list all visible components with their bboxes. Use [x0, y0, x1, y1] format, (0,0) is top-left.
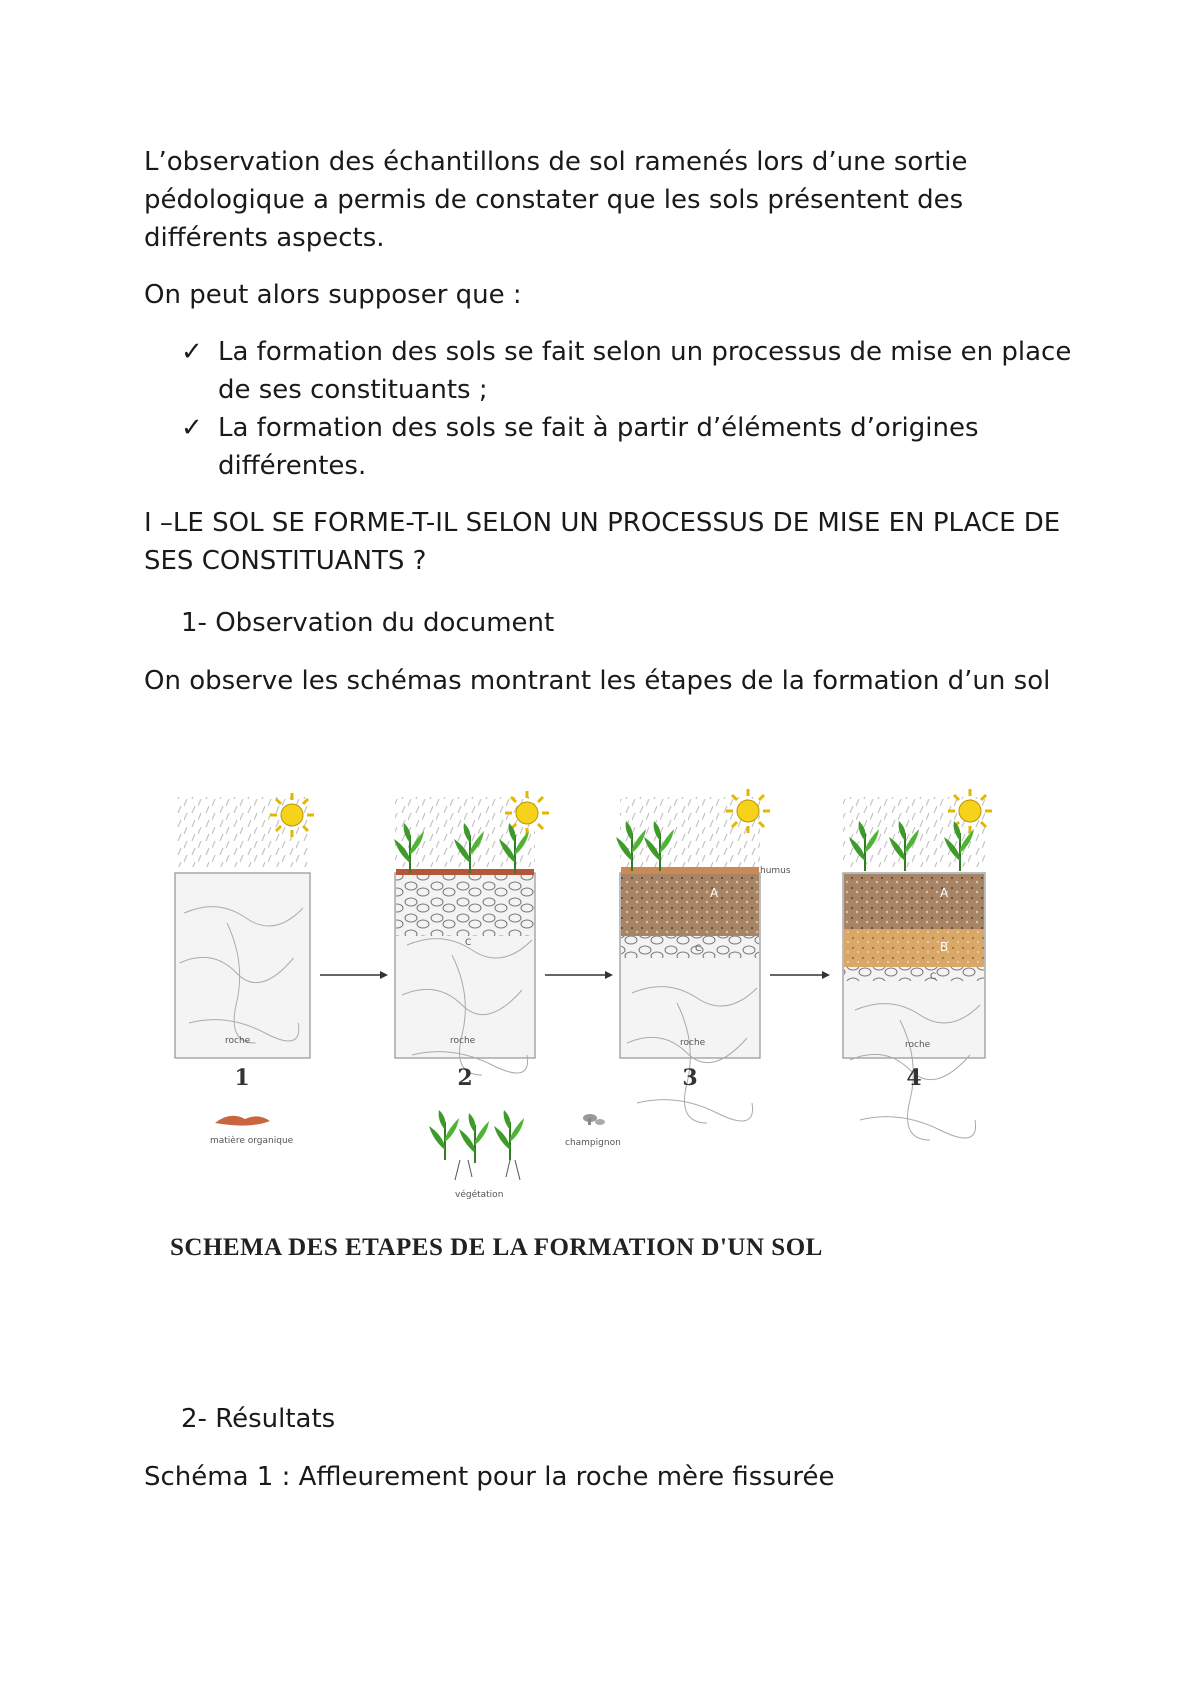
arrow-icon: [320, 971, 388, 979]
organic-matter-icon: [215, 1116, 270, 1126]
horizon-b-label: B: [940, 940, 949, 954]
checkmark-icon: ✓: [181, 413, 203, 443]
legend-vegetation: végétation: [455, 1190, 504, 1200]
legend-mushroom: champignon: [565, 1138, 621, 1148]
vegetation-icon: [429, 1110, 524, 1180]
schema1-paragraph: Schéma 1 : Affleurement pour la roche mère fissurée: [144, 1462, 835, 1492]
soil-formation-diagram: [170, 785, 1070, 1275]
rock-label: roche: [905, 1040, 931, 1050]
horizon-a-label: A: [940, 886, 949, 900]
hypothesis-text-2: La formation des sols se fait à partir d’éléments d’origines différentes.: [218, 413, 979, 481]
horizon-a-label: A: [710, 886, 719, 900]
stage-number-1: 1: [234, 1065, 250, 1091]
soil-formation-figure: [170, 785, 1070, 1275]
stage-number-2: 2: [457, 1065, 473, 1091]
stage-2: [394, 791, 549, 1091]
subheading-results: 2- Résultats: [181, 1404, 336, 1434]
stage-4: [843, 789, 992, 1140]
horizon-c-label: C: [930, 972, 937, 982]
stage-3: [616, 789, 791, 1123]
hypothesis-item-1: [181, 333, 1081, 409]
stage-number-3: 3: [682, 1065, 698, 1091]
suppose-paragraph: On peut alors supposer que :: [144, 280, 522, 310]
rock-label: roche: [450, 1036, 476, 1046]
observe-paragraph: On observe les schémas montrant les étapes de la formation d’un sol: [144, 666, 1051, 696]
humus-label: humus: [760, 866, 791, 876]
arrow-icon: [545, 971, 613, 979]
hypothesis-item-2: [181, 409, 1081, 485]
subheading-observation: 1- Observation du document: [181, 608, 555, 638]
checkmark-icon: ✓: [181, 337, 203, 367]
hypothesis-text-1: La formation des sols se fait selon un processus de mise en place de ses constituants ;: [218, 337, 1072, 405]
rock-label: roche: [225, 1036, 251, 1046]
horizon-c-label: C: [465, 938, 472, 948]
figure-caption: SCHEMA DES ETAPES DE LA FORMATION D'UN SOL: [170, 1234, 823, 1261]
rock-label: roche: [680, 1038, 706, 1048]
horizon-c-label: C: [695, 944, 702, 954]
stage-1: [175, 793, 314, 1091]
section-title: I –LE SOL SE FORME-T-IL SELON UN PROCESSUS DE MISE EN PLACE DE SES CONSTITUANTS ?: [144, 508, 1061, 576]
intro-paragraph: L’observation des échantillons de sol ramenés lors d’une sortie pédologique a permis de constater que les sols présentent des différents aspects.: [144, 147, 968, 253]
stage-number-4: 4: [906, 1065, 922, 1091]
legend-organic-matter: matière organique: [210, 1136, 294, 1146]
mushroom-icon: [583, 1114, 605, 1125]
figure-legend: [210, 1110, 621, 1200]
arrow-icon: [770, 971, 830, 979]
